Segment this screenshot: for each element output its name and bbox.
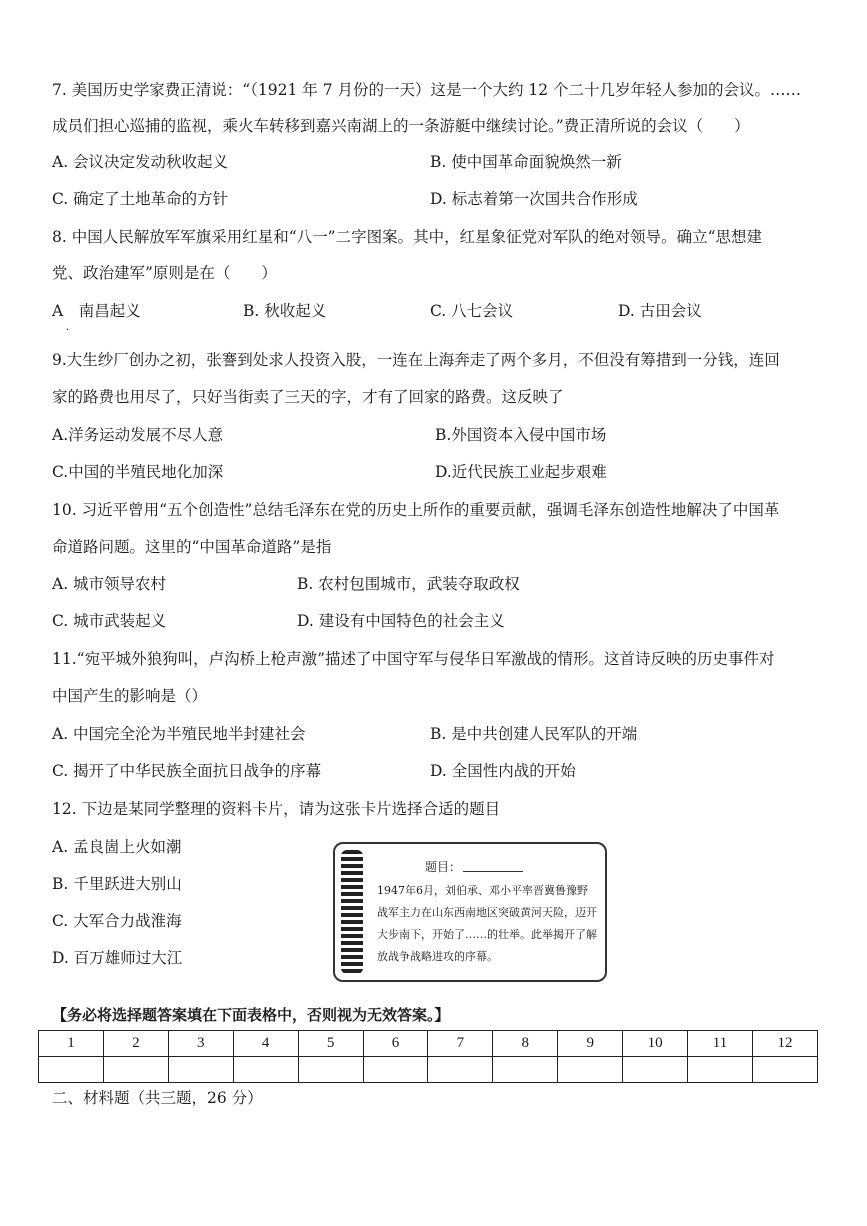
- answer-cell[interactable]: [493, 1057, 558, 1083]
- answer-number: 1: [39, 1031, 104, 1057]
- q11-option-b: B. 是中共创建人民军队的开端: [430, 725, 638, 743]
- q8-option-b: B. 秋收起义: [243, 302, 327, 320]
- card-title-blank: [463, 871, 523, 872]
- answer-cell[interactable]: [39, 1057, 104, 1083]
- q8-option-a: A 南昌起义: [52, 302, 141, 320]
- answer-table-blank-row: [39, 1057, 818, 1083]
- q10-stem-line2: 命道路问题。这里的“中国革命道路”是指: [52, 538, 332, 556]
- section-2-heading: 二、材料题（共三题，26 分）: [52, 1089, 263, 1107]
- q11-stem-line2: 中国产生的影响是（）: [52, 687, 208, 705]
- q9-option-a: A.洋务运动发展不尽人意: [52, 426, 224, 444]
- answer-number: 8: [493, 1031, 558, 1057]
- q12-option-c: C. 大军合力战淮海: [52, 912, 182, 930]
- q7-option-a: A. 会议决定发动秋收起义: [52, 153, 229, 171]
- answer-table-header-row: [39, 1031, 818, 1057]
- ink-dot: ·: [66, 325, 70, 336]
- answer-number: 5: [298, 1031, 363, 1057]
- data-card: [333, 842, 607, 982]
- q12-option-a: A. 孟良崮上火如潮: [52, 838, 182, 856]
- q10-option-d: D. 建设有中国特色的社会主义: [297, 612, 505, 630]
- q10-option-b: B. 农村包围城市，武装夺取政权: [297, 575, 520, 593]
- card-text: 1947年6月，刘伯承、邓小平率晋冀鲁豫野战军主力在山东西南地区突破黄河天险，迈开大步南下，开始了……的壮举。此举揭开了解放战争战略进攻的序幕。: [377, 884, 597, 963]
- q12-option-d: D. 百万雄师过大江: [52, 949, 183, 967]
- q10-option-c: C. 城市武装起义: [52, 612, 167, 630]
- answer-cell[interactable]: [233, 1057, 298, 1083]
- q9-option-c: C.中国的半殖民地化加深: [52, 463, 224, 481]
- answer-number: 7: [428, 1031, 493, 1057]
- q10-option-a: A. 城市领导农村: [52, 575, 167, 593]
- q8-option-d: D. 古田会议: [618, 302, 702, 320]
- q7-stem-line1: 7. 美国历史学家费正清说：“（1921 年 7 月份的一天）这是一个大约 12 个二十几岁年轻人参加的会议。……: [52, 81, 802, 99]
- q7-option-d: D. 标志着第一次国共合作形成: [430, 190, 638, 208]
- q7-stem-line2: 成员们担心巡捕的监视，乘火车转移到嘉兴南湖上的一条游艇中继续讨论。”费正清所说的会议（ ）: [52, 117, 750, 135]
- answer-cell[interactable]: [298, 1057, 363, 1083]
- answer-number: 9: [558, 1031, 623, 1057]
- answer-notice: 【务必将选择题答案填在下面表格中，否则视为无效答案。】: [52, 1006, 450, 1024]
- answer-number: 6: [363, 1031, 428, 1057]
- q9-option-b: B.外国资本入侵中国市场: [435, 426, 607, 444]
- answer-cell[interactable]: [103, 1057, 168, 1083]
- answer-number: 4: [233, 1031, 298, 1057]
- q9-stem-line2: 家的路费也用尽了，只好当街卖了三天的字，才有了回家的路费。这反映了: [52, 388, 564, 406]
- q11-option-a: A. 中国完全沦为半殖民地半封建社会: [52, 725, 306, 743]
- answer-number: 12: [752, 1031, 817, 1057]
- q12-stem-line1: 12. 下边是某同学整理的资料卡片，请为这张卡片选择合适的题目: [52, 800, 501, 818]
- answer-cell[interactable]: [363, 1057, 428, 1083]
- answer-cell[interactable]: [623, 1057, 688, 1083]
- q11-option-c: C. 揭开了中华民族全面抗日战争的序幕: [52, 762, 322, 780]
- q8-option-c: C. 八七会议: [430, 302, 514, 320]
- q10-stem-line1: 10. 习近平曾用“五个创造性”总结毛泽东在党的历史上所作的重要贡献，强调毛泽东创造性地解决了中国革: [52, 501, 780, 519]
- spiral-binding-icon: [341, 850, 363, 974]
- answer-cell[interactable]: [688, 1057, 753, 1083]
- answer-number: 3: [168, 1031, 233, 1057]
- answer-number: 10: [623, 1031, 688, 1057]
- q12-option-b: B. 千里跃进大别山: [52, 875, 182, 893]
- q7-option-b: B. 使中国革命面貌焕然一新: [430, 153, 622, 171]
- card-title-label: 题目：: [425, 860, 462, 874]
- answer-cell[interactable]: [558, 1057, 623, 1083]
- q9-stem-line1: 9.大生纱厂创办之初，张謇到处求人投资入股，一连在上海奔走了两个多月，不但没有筹措到一分钱，连回: [52, 351, 780, 369]
- answer-cell[interactable]: [752, 1057, 817, 1083]
- answer-number: 2: [103, 1031, 168, 1057]
- q7-option-c: C. 确定了土地革命的方针: [52, 190, 229, 208]
- answer-cell[interactable]: [168, 1057, 233, 1083]
- answer-cell[interactable]: [428, 1057, 493, 1083]
- q11-stem-line1: 11.“宛平城外狼狗叫，卢沟桥上枪声激”描述了中国守军与侵华日军激战的情形。这首诗反映的历史事件对: [52, 650, 775, 668]
- answer-number: 11: [688, 1031, 753, 1057]
- q11-option-d: D. 全国性内战的开始: [430, 762, 576, 780]
- q8-stem-line1: 8. 中国人民解放军军旗采用红星和“八一”二字图案。其中，红星象征党对军队的绝对领导。确立“思想建: [52, 228, 762, 246]
- answer-table: [38, 1030, 818, 1083]
- q8-stem-line2: 党、政治建军”原则是在（ ）: [52, 264, 277, 282]
- q9-option-d: D.近代民族工业起步艰难: [435, 463, 607, 481]
